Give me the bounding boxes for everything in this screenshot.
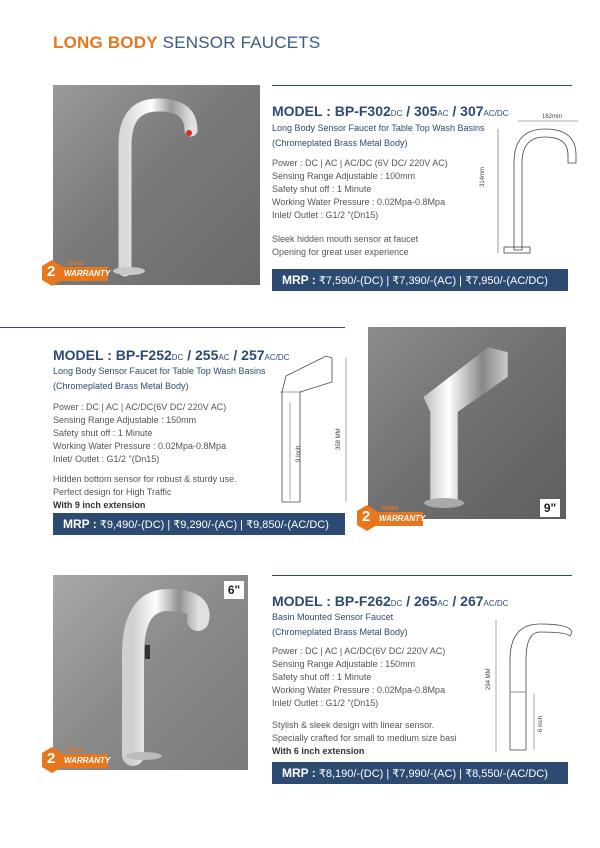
mrp-bar-1: MRP : ₹7,590/-(DC) | ₹7,390/-(AC) | ₹7,950/-(AC/DC) [272, 269, 568, 291]
faucet-image-1 [53, 85, 260, 285]
title-highlight: LONG BODY [53, 33, 158, 52]
product-photo-2 [368, 327, 566, 519]
dimension-drawing-1 [480, 115, 590, 260]
warranty-years: YEARS [66, 748, 84, 754]
dimension-drawing-3 [478, 610, 588, 755]
feature-note-1: Sleek hidden mouth sensor at faucet Opening for great user experience [272, 234, 419, 257]
warranty-badge-2 [355, 503, 425, 531]
model-title-3: MODEL : BP-F262DC / 265AC / 267AC/DC [272, 593, 509, 609]
warranty-badge-1 [40, 258, 110, 286]
size-tag-2: 9" [540, 499, 560, 517]
divider-3 [272, 575, 572, 576]
warranty-label: WARRANTY [379, 514, 426, 523]
divider-2 [0, 327, 345, 328]
dim-height-3: 294 MM [486, 668, 492, 690]
faucet-image-2 [368, 327, 566, 519]
model-title-1: MODEL : BP-F302DC / 305AC / 307AC/DC [272, 103, 509, 119]
size-tag-3: 6" [224, 581, 244, 599]
feature-note-3: Stylish & sleek design with linear sensor. Specially crafted for small to medium size basi With 6 inch extension [272, 720, 457, 756]
warranty-years: YEARS [381, 506, 399, 512]
spec-list-1: Power : DC | AC | AC/DC (6V DC/ 220V AC) Sensing Range Adjustable : 100mm Safety shut off : 1 Minute Working Water Pressure : 0.02Mpa-0.8Mpa Inlet/ Outlet : G1/2 "(Dn15) [272, 158, 448, 220]
dim-height-2: 358 MM [336, 428, 342, 450]
warranty-number: 2 [47, 750, 56, 767]
dim-inner-2: 9 Inch [296, 445, 302, 462]
dim-width-1: 162mm [542, 114, 563, 120]
spec-list-3: Power : DC | AC | AC/DC(6V DC/ 220V AC) Sensing Range Adjustable : 150mm Safety shut off : 1 Minute Working Water Pressure : 0.02Mpa-0.8Mpa Inlet/ Outlet : G1/2 "(Dn15) [272, 646, 446, 708]
warranty-badge-3 [40, 745, 110, 773]
warranty-label: WARRANTY [64, 269, 111, 278]
product-desc-2: Long Body Sensor Faucet for Table Top Wash Basins (Chromeplated Brass Metal Body) [53, 366, 266, 391]
product-photo-3 [53, 575, 248, 770]
feature-note-2: Hidden bottom sensor for robust & sturdy use. Perfect design for High Traffic With 9 inch extension [53, 474, 237, 510]
warranty-years: YEARS [66, 261, 84, 267]
mrp-bar-3: MRP : ₹8,190/-(DC) | ₹7,990/-(AC) | ₹8,550/-(AC/DC) [272, 762, 568, 784]
warranty-number: 2 [362, 508, 371, 525]
warranty-label: WARRANTY [64, 756, 111, 765]
dimension-drawing-2 [262, 352, 362, 512]
dim-inner-3: 6 inch [538, 715, 544, 732]
model-title-2: MODEL : BP-F252DC / 255AC / 257AC/DC [53, 347, 290, 363]
product-photo-1 [53, 85, 260, 285]
dim-height-1: 314mm [480, 166, 486, 187]
warranty-number: 2 [47, 263, 56, 280]
divider-1 [272, 85, 572, 86]
mrp-bar-2: MRP : ₹9,490/-(DC) | ₹9,290/-(AC) | ₹9,850/-(AC/DC) [53, 513, 345, 535]
spec-list-2: Power : DC | AC | AC/DC(6V DC/ 220V AC) Sensing Range Adjustable : 150mm Safety shut off : 1 Minute Working Water Pressure : 0.02Mpa-0.8Mpa Inlet/ Outlet : G1/2 "(Dn15) [53, 402, 227, 464]
product-desc-3: Basin Mounted Sensor Faucet (Chromeplated Brass Metal Body) [272, 612, 408, 637]
product-desc-1: Long Body Sensor Faucet for Table Top Wash Basins (Chromeplated Brass Metal Body) [272, 123, 485, 148]
title-rest: SENSOR FAUCETS [157, 33, 321, 52]
faucet-image-3 [53, 575, 248, 770]
page-title [53, 33, 320, 53]
